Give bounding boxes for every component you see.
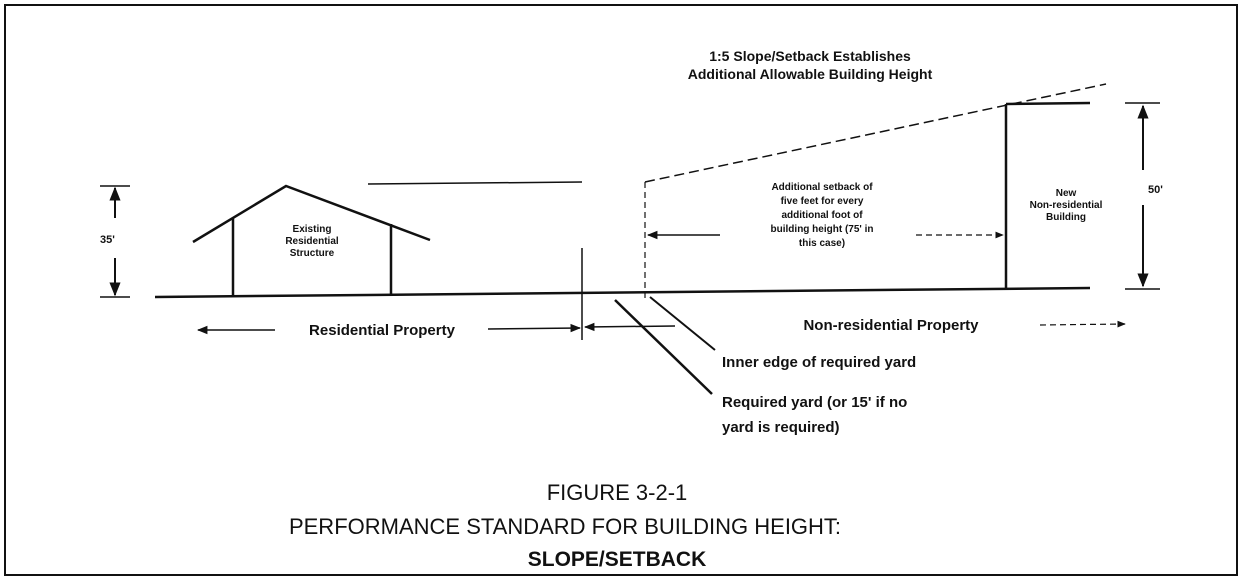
new-building-line-2: Non-residential (1029, 200, 1103, 211)
existing-structure-line-2: Residential (285, 236, 339, 247)
new-nonresidential-building (1006, 103, 1090, 290)
nonresidential-arrow-left (585, 326, 675, 327)
setback-note-line-1: Additional setback of (771, 182, 873, 193)
nonresidential-property-label: Non-residential Property (803, 317, 979, 334)
existing-structure-line-3: Structure (289, 248, 335, 259)
figure-title-line-2: SLOPE/SETBACK (527, 548, 707, 571)
existing-structure-line-1: Existing (292, 224, 332, 235)
slope-label-line-1: 1:5 Slope/Setback Establishes (709, 48, 911, 64)
new-height-dimension (1125, 103, 1160, 289)
required-yard-leader (615, 300, 712, 394)
setback-note-line-3: additional foot of (781, 210, 863, 221)
figure-number: FIGURE 3-2-1 (546, 480, 688, 505)
required-yard-line-1: Required yard (or 15' if no (722, 394, 908, 411)
new-building-line-1: New (1055, 188, 1077, 199)
inner-edge-label: Inner edge of required yard (722, 354, 917, 371)
existing-height-label: 35' (100, 234, 115, 246)
nonresidential-arrow-right (1040, 324, 1125, 325)
required-yard-line-2: yard is required) (722, 419, 840, 436)
residential-arrow-right (488, 328, 580, 329)
new-height-label: 50' (1148, 184, 1163, 196)
new-building-line-3: Building (1046, 212, 1086, 223)
setback-note-line-5: this case) (798, 238, 846, 249)
slope-line (645, 84, 1106, 182)
figure-title-line-1: PERFORMANCE STANDARD FOR BUILDING HEIGHT: (288, 514, 842, 539)
setback-note-line-2: five feet for every (780, 196, 864, 207)
ground-line (155, 288, 1090, 297)
setback-note-line-4: building height (75' in (770, 224, 874, 235)
slope-label-line-2: Additional Allowable Building Height (687, 66, 933, 82)
height-reference-line (368, 182, 582, 184)
residential-property-label: Residential Property (309, 322, 455, 339)
